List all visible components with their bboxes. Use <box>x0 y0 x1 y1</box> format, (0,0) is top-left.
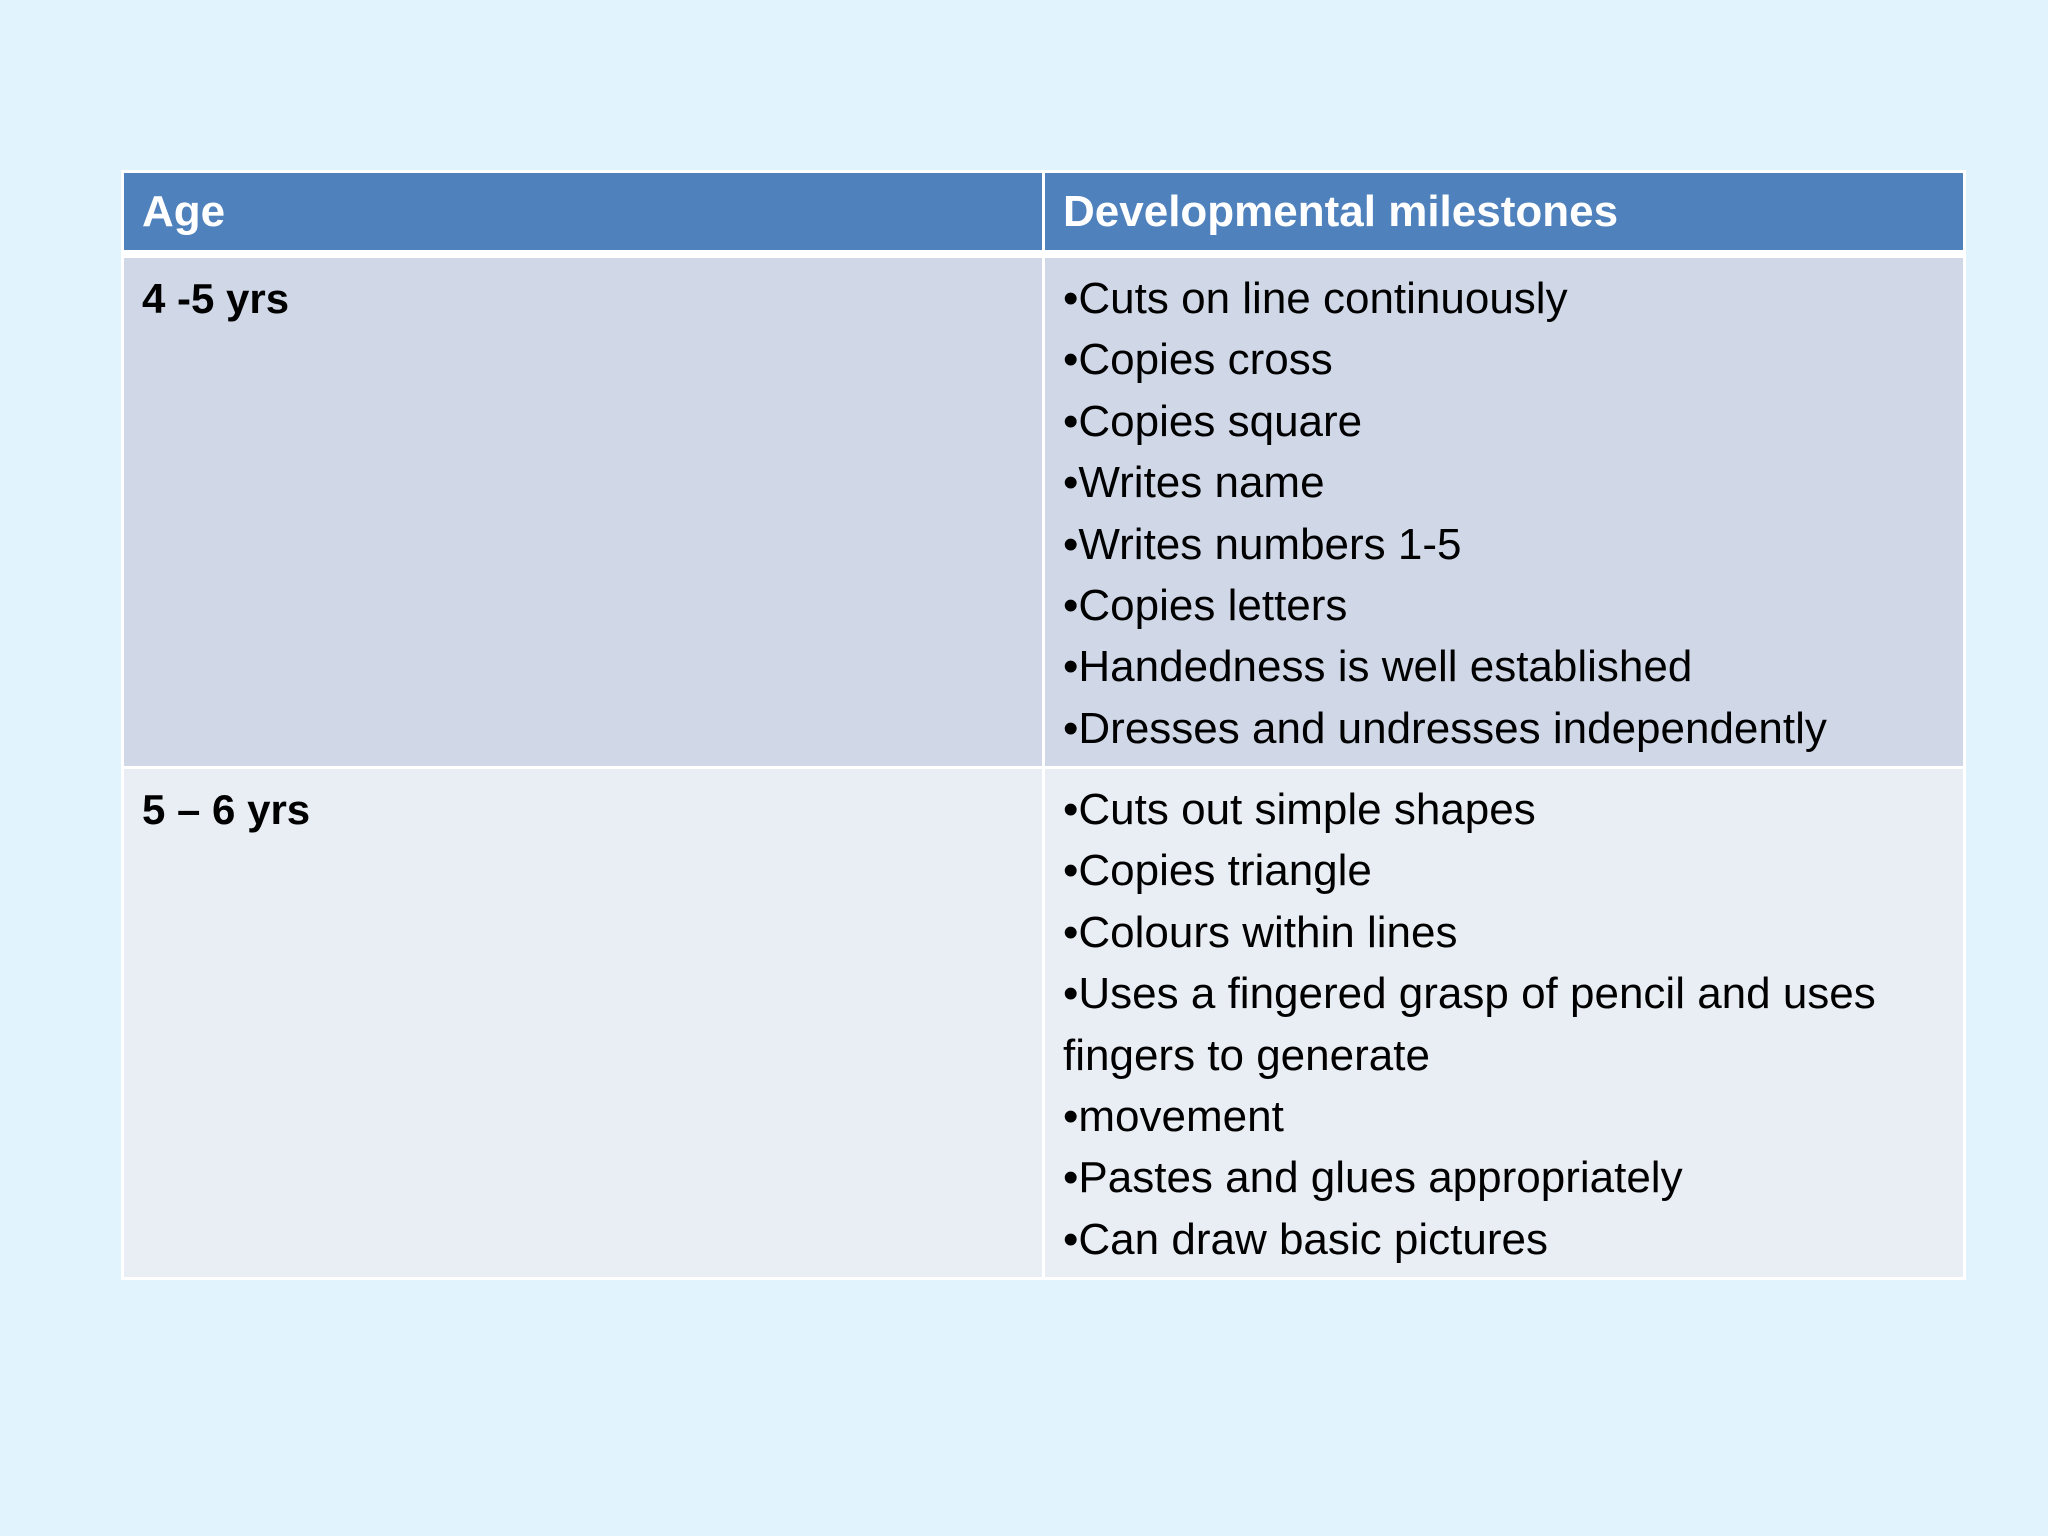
age-cell: 5 – 6 yrs <box>123 768 1044 1279</box>
milestone-item: •Pastes and glues appropriately <box>1063 1153 1683 1203</box>
milestone-item: •Handedness is well established <box>1063 642 1693 692</box>
milestone-item: •Colours within lines <box>1063 907 1458 957</box>
table-row <box>123 254 1965 768</box>
milestone-item: •movement <box>1063 1092 1284 1142</box>
milestones-cell <box>1044 254 1965 768</box>
milestone-item: •Writes numbers 1-5 <box>1063 519 1462 569</box>
milestone-item: •Can draw basic pictures <box>1063 1214 1548 1264</box>
milestone-item: •Cuts on line continuously <box>1063 274 1568 323</box>
milestone-item: •Dresses and undresses independently <box>1063 703 1827 753</box>
header-age: Age <box>123 172 1044 255</box>
milestones-table <box>121 170 1966 1280</box>
milestone-item: •Copies letters <box>1063 581 1348 631</box>
milestone-item: •Copies triangle <box>1063 846 1372 896</box>
milestone-item: •Writes name <box>1063 458 1325 508</box>
table-header-row <box>123 172 1965 255</box>
header-milestones: Developmental milestones <box>1044 172 1965 255</box>
milestone-item: •Copies square <box>1063 396 1363 446</box>
table-row <box>123 768 1965 1279</box>
milestone-item: •Cuts out simple shapes <box>1063 785 1536 834</box>
milestones-cell <box>1044 768 1965 1279</box>
age-cell: 4 -5 yrs <box>123 254 1044 768</box>
milestone-item: •Copies cross <box>1063 335 1333 385</box>
milestone-item: •Uses a fingered grasp of pencil and uses fingers to generate <box>1063 969 1876 1080</box>
